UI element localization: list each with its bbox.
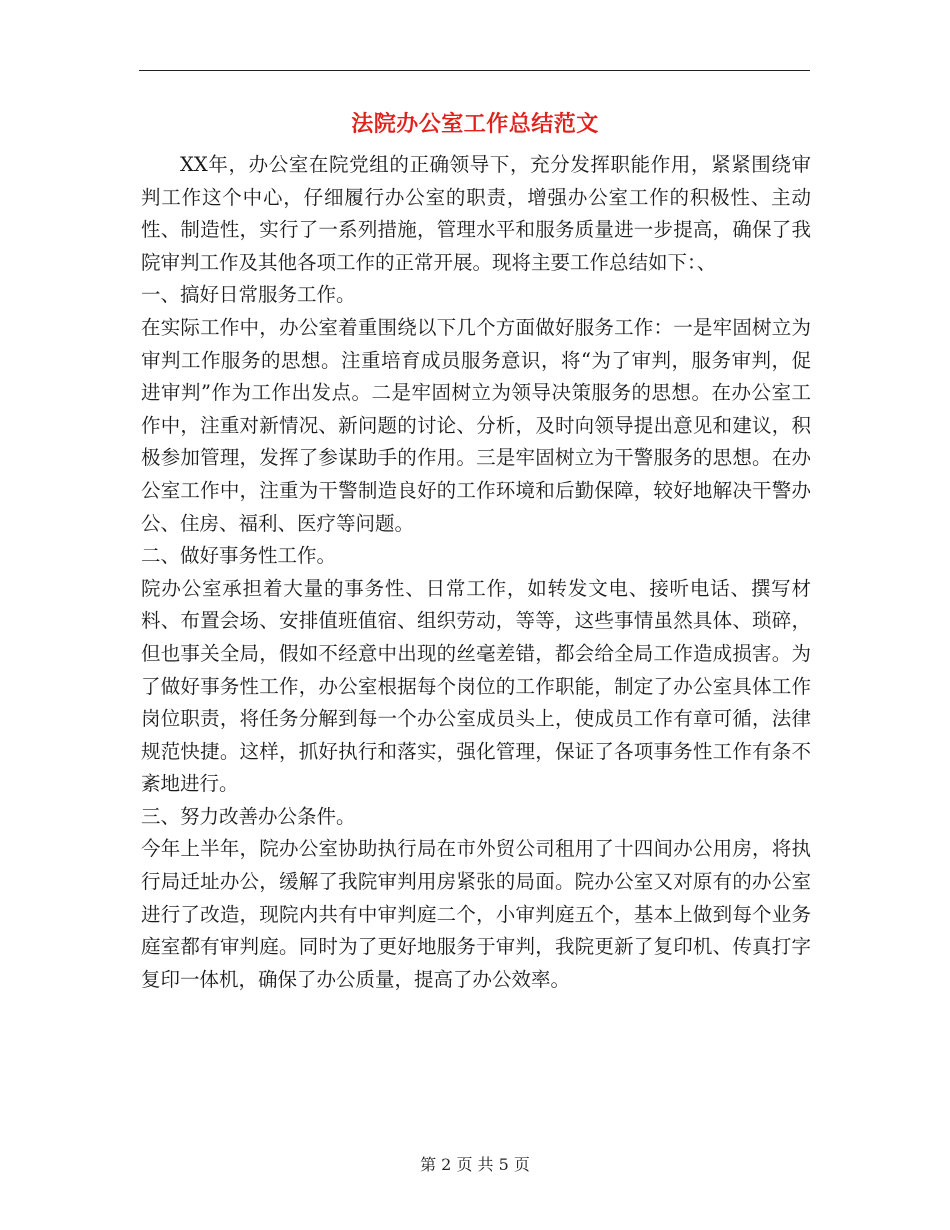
intro-paragraph: XX年，办公室在院党组的正确领导下，充分发挥职能作用，紧紧围绕审判工作这个中心，仔细履行办公室的职责，增强办公室工作的积极性、主动性、制造性，实行了一系列措施，管理水平和服务质量进一步提高，确保了我院审判工作及其他各项工作的正常开展。现将主要工作总结如下：、 bbox=[141, 153, 811, 274]
document-body bbox=[141, 149, 811, 996]
page-footer: 第 2 页 共 5 页 bbox=[420, 1155, 530, 1174]
section-body-1: 在实际工作中，办公室着重围绕以下几个方面做好服务工作：一是牢固树立为审判工作服务的思想。注重培育成员服务意识，将“为了审判，服务审判，促进审判”作为工作出发点。二是牢固树立为领导决策服务的思想。在办公室工作中，注重对新情况、新问题的讨论、分析，及时向领导提出意见和建议，积极参加管理，发挥了参谋助手的作用。三是牢固树立为干警服务的思想。在办公室工作中，注重为干警制造良好的工作环境和后勤保障，较好地解决干警办公、住房、福利、医疗等问题。 bbox=[141, 315, 811, 535]
section-body-2: 院办公室承担着大量的事务性、日常工作，如转发文电、接听电话、撰写材料、布置会场、安排值班值宿、组织劳动，等等，这些事情虽然具体、琐碎，但也事关全局，假如不经意中出现的丝毫差错，都会给全局工作造成损害。为了做好事务性工作，办公室根据每个岗位的工作职能，制定了办公室具体工作岗位职责，将任务分解到每一个办公室成员头上，使成员工作有章可循，法律规范快捷。这样，抓好执行和落实，强化管理，保证了各项事务性工作有条不紊地进行。 bbox=[141, 576, 811, 796]
section-heading-3: 三、努力改善办公条件。 bbox=[141, 804, 356, 828]
document-title: 法院办公室工作总结范文 bbox=[351, 112, 599, 137]
section-heading-1: 一、搞好日常服务工作。 bbox=[141, 283, 356, 307]
section-heading-2: 二、做好事务性工作。 bbox=[141, 544, 337, 568]
header-rule bbox=[139, 70, 810, 71]
section-body-3: 今年上半年，院办公室协助执行局在市外贸公司租用了十四间办公用房，将执行局迁址办公，缓解了我院审判用房紧张的局面。院办公室又对原有的办公室进行了改造，现院内共有中审判庭二个，小审判庭五个，基本上做到每个业务庭室都有审判庭。同时为了更好地服务于审判，我院更新了复印机、传真打字复印一体机，确保了办公质量，提高了办公效率。 bbox=[141, 837, 811, 991]
